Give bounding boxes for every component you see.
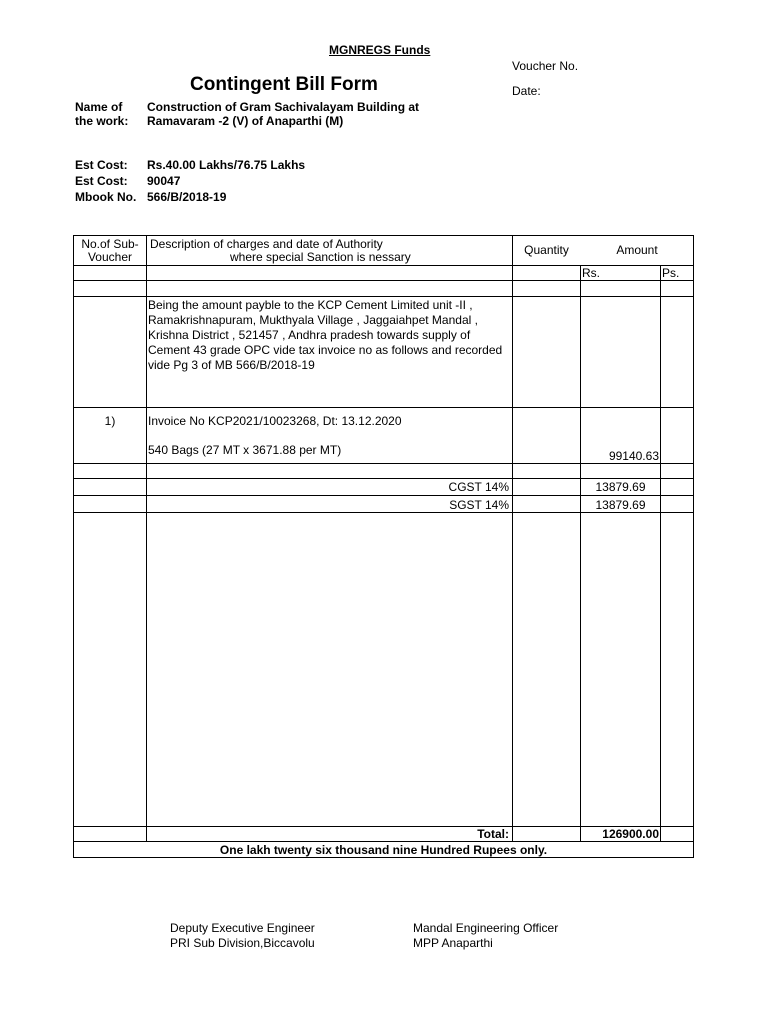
sgst-amount: 13879.69: [595, 498, 646, 512]
amount-in-words: One lakh twenty six thousand nine Hundred Rupees only.: [219, 843, 548, 857]
col-amount-header: Amount: [616, 243, 658, 257]
est-cost-value-2: 90047: [147, 174, 181, 188]
name-of-work-label-1: Name of: [75, 100, 123, 114]
table-line: [73, 495, 694, 496]
invoice-text: Invoice No KCP2021/10023268, Dt: 13.12.2020: [148, 414, 402, 428]
table-line: [580, 265, 581, 842]
cgst-label: CGST 14%: [448, 480, 509, 494]
table-line: [73, 478, 694, 479]
est-cost-value-1: Rs.40.00 Lakhs/76.75 Lakhs: [147, 158, 306, 172]
table-line: [660, 265, 661, 842]
date-label: Date:: [512, 84, 541, 98]
col-rs-header: Rs.: [582, 266, 600, 280]
mbook-value: 566/B/2018-19: [147, 190, 227, 204]
est-cost-label-1: Est Cost:: [75, 158, 128, 172]
mbook-label: Mbook No.: [75, 190, 137, 204]
table-line: [73, 235, 74, 858]
table-line: [73, 296, 694, 297]
est-cost-label-2: Est Cost:: [75, 174, 128, 188]
table-line: [73, 463, 694, 464]
bags-amount: 99140.63: [608, 449, 659, 463]
sgst-label: SGST 14%: [449, 498, 509, 512]
total-amount: 126900.00: [602, 827, 659, 841]
name-of-work-value-2: Ramavaram -2 (V) of Anaparthi (M): [147, 114, 344, 128]
table-line: [73, 512, 694, 513]
total-label: Total:: [477, 827, 509, 841]
col-subvoucher-header-2: Voucher: [87, 250, 133, 264]
cgst-amount: 13879.69: [595, 480, 646, 494]
table-line: [146, 235, 147, 842]
form-title: Contingent Bill Form: [190, 74, 378, 95]
signature-right-line-2: MPP Anaparthi: [413, 936, 493, 950]
col-description-header-1: Description of charges and date of Authority: [150, 237, 383, 251]
col-description-header-2: where special Sanction is nessary: [230, 250, 411, 264]
signature-right-line-1: Mandal Engineering Officer: [413, 921, 559, 935]
voucher-no-label: Voucher No.: [512, 59, 579, 73]
table-line: [73, 265, 694, 266]
col-subvoucher-header-1: No.of Sub-: [81, 237, 139, 251]
name-of-work-label-2: the work:: [75, 114, 129, 128]
description-paragraph: Being the amount payble to the KCP Cement Limited unit -II , Ramakrishnapuram, Mukthyala Village , Jaggaiahpet Mandal , Krishna District , 521457 , Andhra pradesh towards supply of Cement 43 grade OPC vide tax invoice no as follows and recorded vide Pg 3 of MB 566/B/2018-19: [148, 298, 503, 372]
table-line: [73, 857, 694, 858]
item-number: 1): [104, 414, 116, 428]
name-of-work-value-1: Construction of Gram Sachivalayam Building at: [147, 100, 420, 114]
col-quantity-header: Quantity: [524, 243, 569, 257]
table-line: [512, 235, 513, 842]
funds-heading: MGNREGS Funds: [329, 43, 431, 57]
table-line: [73, 841, 694, 842]
col-ps-header: Ps.: [662, 266, 680, 280]
table-line: [73, 235, 694, 236]
table-line: [693, 235, 694, 858]
signature-left-line-1: Deputy Executive Engineer: [170, 921, 315, 935]
bags-text: 540 Bags (27 MT x 3671.88 per MT): [148, 443, 342, 457]
table-line: [73, 280, 694, 281]
table-line: [73, 407, 694, 408]
signature-left-line-2: PRI Sub Division,Biccavolu: [170, 936, 315, 950]
